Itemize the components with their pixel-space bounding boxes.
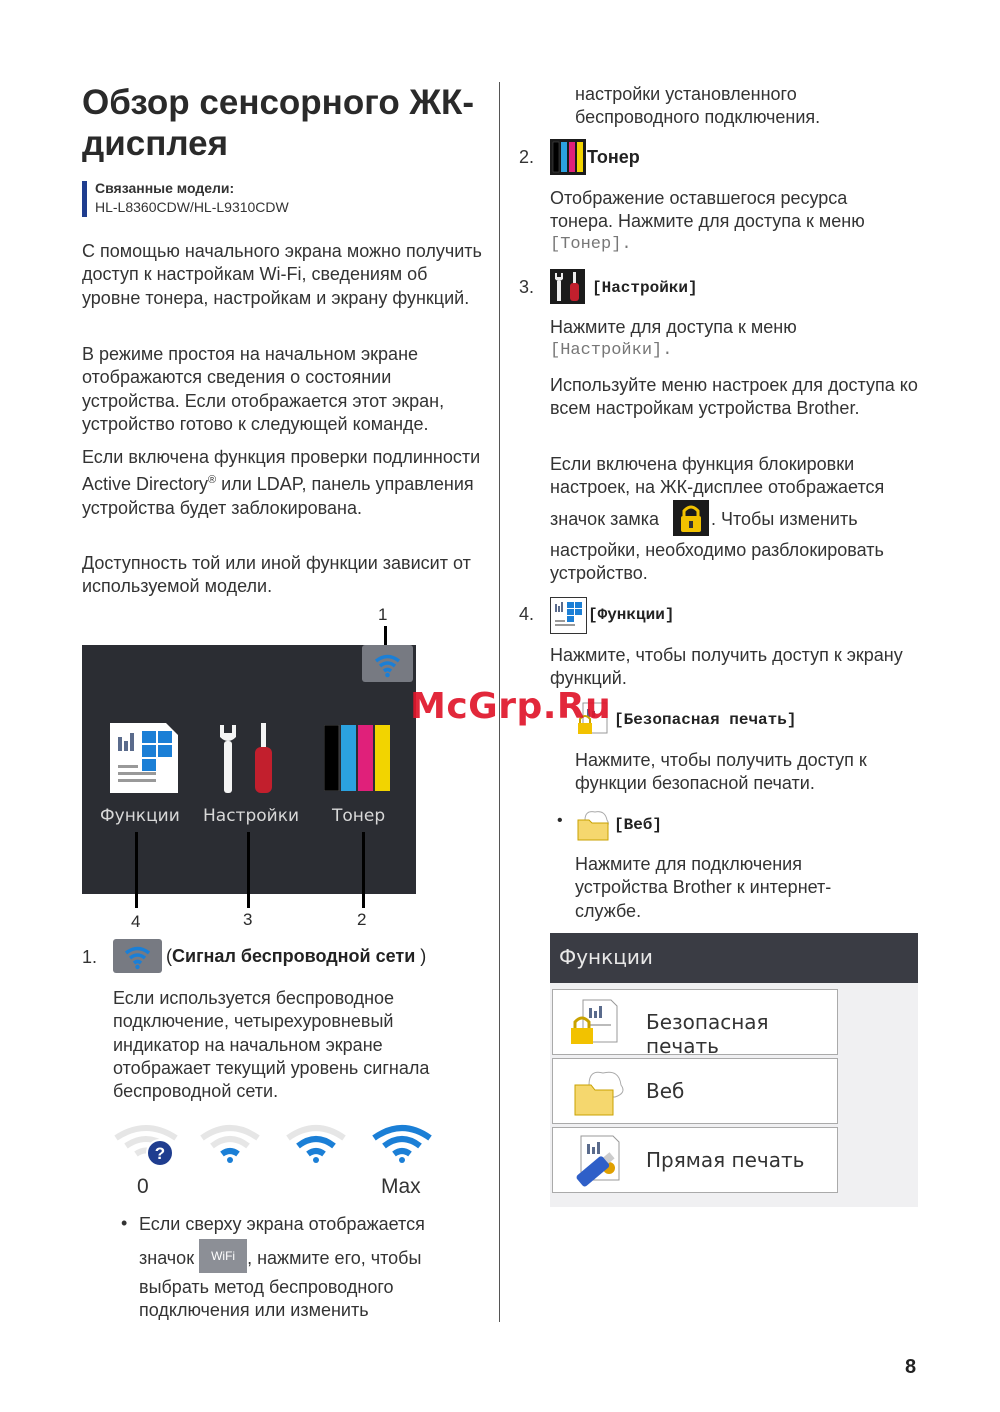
direct-print-button[interactable]: [552, 1127, 838, 1193]
wifi-setup-button[interactable]: WiFi: [199, 1239, 247, 1273]
toner-icon: [324, 725, 394, 791]
sub-2-bullet: •: [557, 812, 563, 829]
registered-mark: ®: [208, 474, 217, 487]
functions-screen: [550, 933, 918, 1207]
settings-small-icon: [550, 269, 585, 304]
callout-number-1: 1: [378, 605, 388, 624]
svg-text:?: ?: [154, 1144, 166, 1163]
callout-line-3: [247, 832, 250, 908]
ldap-text-a: Если включена функция проверки подлинности Active Directory: [82, 447, 481, 495]
bullet-dot: •: [121, 1213, 128, 1233]
lcd-label-settings: Настройки: [203, 806, 300, 826]
ldap-paragraph: [82, 446, 487, 520]
web-small-icon: [575, 806, 611, 842]
item-1-heading: [166, 946, 426, 967]
direct-print-label: Прямая печать: [646, 1148, 805, 1172]
bullet-line-c: выбрать метод беспроводного: [139, 1277, 394, 1297]
idle-paragraph: В режиме простоя на начальном экране отображаются сведения о состоянии устройства. Если отображается этот экран, устройство готово к следующей команде.: [82, 344, 445, 434]
related-models-accent-bar: [82, 181, 87, 217]
sub-2-title: [Веб]: [614, 816, 663, 834]
item-2-number: 2.: [519, 147, 535, 167]
page-title: Обзор сенсорного ЖК-дисплея: [82, 83, 475, 163]
item-1-text: Если используется беспроводное подключение, четырехуровневый индикатор на начальном экране отображает текущий уровень сигнала беспроводной сети.: [113, 988, 430, 1102]
item-3-lock-label: значок замка: [550, 509, 659, 529]
item-4-text: Нажмите, чтобы получить доступ к экрану функций.: [550, 645, 903, 689]
item-2-menu: [Тонер].: [550, 235, 632, 254]
wifi-signal-badge: [113, 939, 162, 973]
item-4-number: 4.: [519, 604, 535, 624]
item-3-title: [Настройки]: [592, 279, 698, 297]
settings-icon: [214, 721, 284, 795]
wifi-icon: [362, 645, 413, 682]
item-3-lock-after: . Чтобы изменить: [711, 509, 858, 529]
lcd-wifi-button[interactable]: [362, 645, 413, 682]
wifi-levels-icons: [112, 1120, 442, 1170]
bullet-line-b-pre: значок: [139, 1247, 200, 1268]
lcd-settings-button[interactable]: [214, 721, 284, 795]
lcd-label-toner: Тонер: [332, 806, 386, 826]
functions-screen-title: Функции: [559, 945, 653, 969]
callout-number-4: 4: [131, 912, 141, 931]
toner-small-icon: [550, 139, 586, 175]
bullet-line-d: подключения или изменить: [139, 1300, 369, 1320]
callout-line-4: [135, 832, 138, 908]
callout-number-3: 3: [243, 910, 253, 929]
wifi-continued-text: настройки установленного беспроводного подключения.: [575, 84, 821, 128]
item-3-menu: [Настройки].: [550, 341, 673, 360]
item-2-text: Отображение оставшегося ресурса тонера. Нажмите для доступа к меню: [550, 188, 865, 232]
wifi-level-1-icon: [202, 1128, 258, 1163]
bullet-line-b-post: , нажмите его, чтобы: [247, 1247, 422, 1268]
lcd-label-functions: Функции: [100, 806, 180, 826]
lcd-functions-button[interactable]: [108, 721, 182, 795]
item-1-number: 1.: [82, 947, 98, 967]
signal-scale-max: Max: [381, 1175, 421, 1198]
wifi-level-2-icon: [288, 1128, 344, 1163]
sub-2-text: Нажмите для подключения устройства Brother к интернет-службе.: [575, 854, 832, 921]
wifi-level-0-icon: [116, 1128, 176, 1166]
item-3-number: 3.: [519, 277, 535, 297]
item-1-paren-open: (: [166, 946, 172, 966]
functions-screen-header: [550, 933, 918, 983]
item-1-paren-close: ): [415, 946, 427, 966]
signal-scale-min: 0: [137, 1175, 149, 1198]
sub-1-title: [Безопасная печать]: [614, 711, 797, 729]
lcd-toner-button[interactable]: [324, 725, 394, 791]
wifi-level-3-icon: [374, 1128, 430, 1163]
web-icon: [569, 1065, 629, 1117]
item-3-text: Нажмите для доступа к меню: [550, 317, 797, 337]
callout-number-2: 2: [357, 910, 367, 929]
page-number: 8: [905, 1356, 917, 1378]
sub-1-text: Нажмите, чтобы получить доступ к функции безопасной печати.: [575, 750, 867, 794]
secure-print-icon: [569, 998, 621, 1046]
functions-icon: [108, 721, 182, 795]
related-models-label: Связанные модели:: [95, 180, 235, 196]
availability-paragraph: Доступность той или иной функции зависит от используемой модели.: [82, 553, 471, 597]
intro-paragraph: С помощью начального экрана можно получить доступ к настройкам Wi-Fi, сведениям об уровне тонера, настройкам и экрану функций.: [82, 241, 482, 308]
callout-line-2: [362, 832, 365, 908]
watermark: McGrp.Ru: [410, 686, 612, 727]
secure-print-button[interactable]: [552, 989, 838, 1058]
item-3-paragraph-2: Используйте меню настроек для доступа ко всем настройкам устройства Brother.: [550, 375, 918, 419]
wifi-signal-levels: [112, 1120, 442, 1170]
bullet-line-b: [139, 1245, 421, 1273]
item-3-paragraph-3d: настройки, необходимо разблокировать устройство.: [550, 540, 884, 584]
direct-print-icon: [569, 1134, 629, 1188]
item-2-title: Тонер: [587, 147, 640, 167]
bullet-line-a: Если сверху экрана отображается: [139, 1214, 425, 1234]
related-models-list: HL-L8360CDW/HL-L9310CDW: [95, 199, 289, 215]
item-4-title: [Функции]: [588, 606, 675, 624]
wifi-icon: [113, 939, 162, 973]
functions-small-icon: [550, 597, 587, 634]
lock-icon: [673, 500, 709, 536]
web-button[interactable]: [552, 1058, 838, 1124]
secure-print-label: Безопасная печать: [646, 1010, 769, 1058]
item-3-paragraph-3a: Если включена функция блокировки настроек, на ЖК-дисплее отображается: [550, 454, 885, 498]
web-label: Веб: [646, 1079, 685, 1103]
item-1-title: Сигнал беспроводной сети: [172, 946, 416, 966]
ldap-text-b: или LDAP, панель управления устройства будет заблокирована.: [82, 474, 474, 518]
